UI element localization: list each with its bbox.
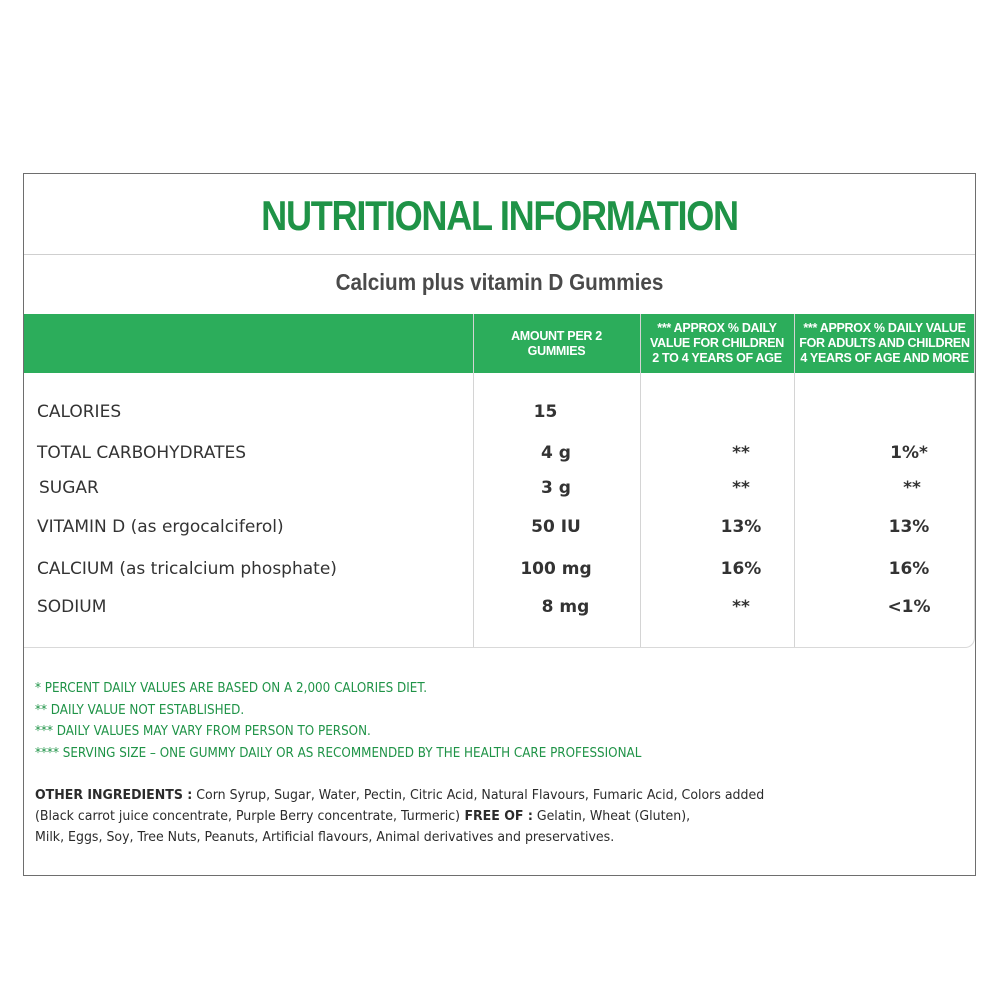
header-children-line: VALUE FOR CHILDREN [650,336,784,350]
nutrient-label: VITAMIN D (as ergocalciferol) [37,517,284,537]
ingredients-line [35,806,853,827]
header-amount-line: AMOUNT PER 2 [511,328,602,343]
footnote: * PERCENT DAILY VALUES ARE BASED ON A 2,000 CALORIES DIET. [35,681,428,696]
nutrient-label: SUGAR [39,478,99,498]
header-adults [794,314,975,373]
header-adults-line: *** APPROX % DAILY VALUE [803,321,966,335]
table-header [24,314,974,373]
nutrient-label: TOTAL CARBOHYDRATES [37,443,246,463]
header-amount [473,314,640,373]
header-adults-line: 4 YEARS OF AGE AND MORE [800,351,969,365]
free-of-label: FREE OF : [460,808,533,824]
nutrition-table [24,314,975,648]
adults-dv: <1% [887,597,931,617]
free-of-text-continued: Milk, Eggs, Soy, Tree Nuts, Peanuts, Artificial flavours, Animal derivatives and preservatives. [35,829,615,845]
children-dv: ** [732,443,750,463]
amount-value: 4 g [541,443,571,463]
amount-value: 15 [533,402,558,422]
header-children [640,314,794,373]
amount-value: 3 g [541,478,571,498]
amount-value: 100 mg [520,559,592,579]
children-dv: 16% [720,559,762,579]
children-dv: ** [732,597,750,617]
free-of-text: Gelatin, Wheat (Gluten), [532,808,691,824]
other-ingredients-label: OTHER INGREDIENTS : [35,787,193,803]
header-amount-line: GUMMIES [527,343,586,358]
product-subtitle: Calcium plus vitamin D Gummies [335,269,664,295]
footnotes [35,678,694,764]
adults-dv: ** [903,478,921,498]
other-ingredients-text-continued: (Black carrot juice concentrate, Purple Berry concentrate, Turmeric) [35,808,461,824]
nutrient-label: CALCIUM (as tricalcium phosphate) [37,559,337,579]
header-children-line: 2 TO 4 YEARS OF AGE [652,351,782,365]
adults-dv: 16% [888,559,930,579]
adults-dv: 1%* [890,443,928,463]
other-ingredients-text: Corn Syrup, Sugar, Water, Pectin, Citric Acid, Natural Flavours, Fumaric Acid, Colors added [192,787,765,803]
header-children-line: *** APPROX % DAILY [657,321,777,335]
amount-value: 8 mg [541,597,590,617]
title-divider [24,254,975,255]
nutrient-label: SODIUM [37,597,107,617]
ingredients-line [35,827,853,848]
ingredients-block [35,785,915,848]
footnote: *** DAILY VALUES MAY VARY FROM PERSON TO PERSON. [35,724,371,739]
header-adults-line: FOR ADULTS AND CHILDREN [799,336,970,350]
children-dv: 13% [720,517,762,537]
footnote: **** SERVING SIZE – ONE GUMMY DAILY OR AS RECOMMENDED BY THE HEALTH CARE PROFESSIONAL [35,745,642,761]
nutrition-label [23,173,976,876]
amount-value: 50 IU [531,517,581,537]
ingredients-line [35,785,853,806]
children-dv: ** [732,478,750,498]
page-title: NUTRITIONAL INFORMATION [261,192,738,239]
nutrient-label: CALORIES [37,402,122,422]
adults-dv: 13% [888,517,930,537]
footnote: ** DAILY VALUE NOT ESTABLISHED. [35,702,245,718]
